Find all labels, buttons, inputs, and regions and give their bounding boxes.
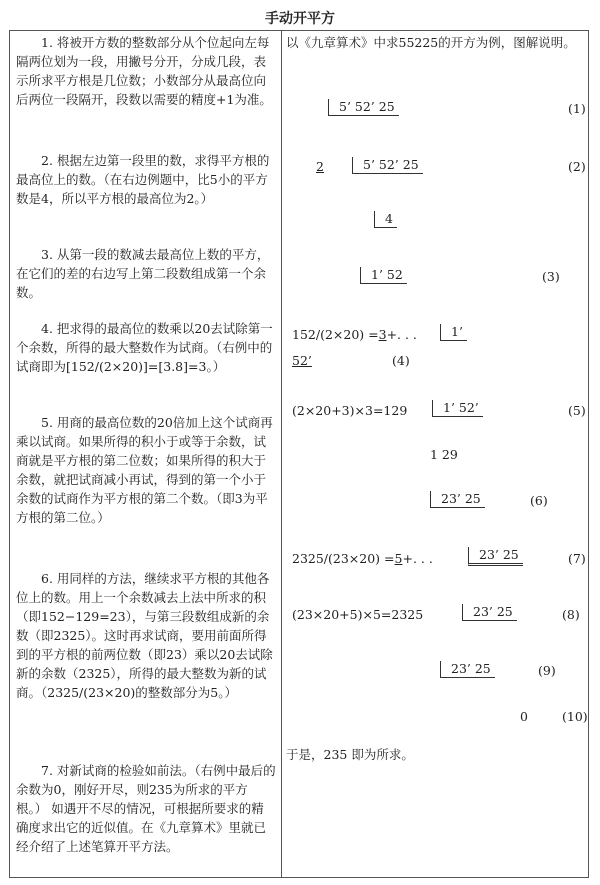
row-8-tag: (8)	[562, 607, 580, 622]
column-divider	[281, 31, 282, 877]
remainder-row-6: 23’ 25	[430, 491, 485, 508]
trial-quotient-3: 3	[378, 327, 387, 342]
remainder-row-3: 1’ 52	[360, 267, 407, 284]
row-4-tail: 52’	[292, 353, 312, 368]
step-1: 1. 将被开方数的整数部分从个位起向左每隔两位划为一段，用撇号分开，分成几段，表示所求平方根是几位数；小数部分从最高位向后两位一段隔开，段数以需要的精度+1为准。	[16, 35, 272, 107]
step-5: 5. 用商的最高位数的20倍加上这个试商再乘以试商。如果所得的积小于或等于余数，试商就是平方根的第二位数；如果所得的积大于余数，就把试商减小再试，得到的第一个小于余数的试商作为平方根的第二个数。（即3为平方根的第二位。）	[16, 415, 273, 525]
row-5-tag: (5)	[568, 403, 586, 418]
final-remainder: 0	[520, 709, 528, 724]
step-3: 3. 从第一段的数减去最高位上数的平方，在它们的差的右边写上第二段数组成第一个余数。	[16, 247, 270, 300]
step-4: 4. 把求得的最高位的数乘以20去试除第一个余数，所得的最大整数作为试商。（右例中的试商即为[152/(2×20)]=[3.8]=3。）	[16, 321, 273, 374]
radicand-row-2: 5’ 52’ 25	[352, 157, 423, 174]
row-1-tag: (1)	[568, 101, 586, 116]
conclusion: 于是，235 即为所求。	[286, 747, 414, 762]
row-4-tag: (4)	[392, 353, 410, 368]
remainder-row-4: 1’	[440, 324, 467, 341]
row-9-tag: (9)	[538, 663, 556, 678]
product-129: 1 29	[430, 447, 458, 462]
root-digit-2: 2	[316, 159, 324, 174]
step-7: 7. 对新试商的检验如前法。（右例中最后的余数为0，刚好开尽，则235为所求的平方根。） 如遇开不尽的情况，可根据所要求的精确度求出它的近似值。在《九章算术》里就已经介绍了上述笔算开平方法。	[16, 763, 276, 854]
example-intro: 以《九章算术》中求55225的开方为例，图解说明。	[286, 35, 576, 50]
row-2-tag: (2)	[568, 159, 586, 174]
content-table	[9, 30, 589, 878]
check-expr-5: (2×20+3)×3=129	[292, 403, 408, 418]
radicand-row-1: 5’ 52’ 25	[328, 99, 399, 116]
remainder-row-7: 23’ 25	[468, 547, 523, 566]
row-3-tag: (3)	[542, 269, 560, 284]
remainder-row-9: 23’ 25	[440, 661, 495, 678]
remainder-row-8: 23’ 25	[462, 604, 517, 621]
row-7-tag: (7)	[568, 551, 586, 566]
step-2: 2. 根据左边第一段里的数，求得平方根的最高位上的数。（在右边例题中，比5小的平方数是4，所以平方根的最高位为2。）	[16, 153, 270, 206]
remainder-row-5: 1’ 52’	[432, 400, 483, 417]
check-expr-8: (23×20+5)×5=2325	[292, 607, 424, 622]
trial-quotient-5: 5	[394, 551, 403, 566]
trial-expr-4: 152/(2×20) =3+. . .	[292, 327, 417, 342]
subtract-4: 4	[374, 211, 397, 228]
trial-expr-7: 2325/(23×20) =5+. . .	[292, 551, 433, 566]
row-10-tag: (10)	[562, 709, 588, 724]
row-6-tag: (6)	[530, 493, 548, 508]
page-title: 手动开平方	[265, 11, 335, 27]
example-column	[286, 31, 586, 877]
step-6: 6. 用同样的方法，继续求平方根的其他各位上的数。用上一个余数减去上法中所求的积（即152−129=23），与第三段数组成新的余数（即2325）。这时再求试商，要用前面所得到的平方根的前两位数（即23）乘以20去试除新的余数（2325），所得的最大整数为新的试商。（2325/(23×20)的整数部分为5。）	[16, 571, 273, 700]
